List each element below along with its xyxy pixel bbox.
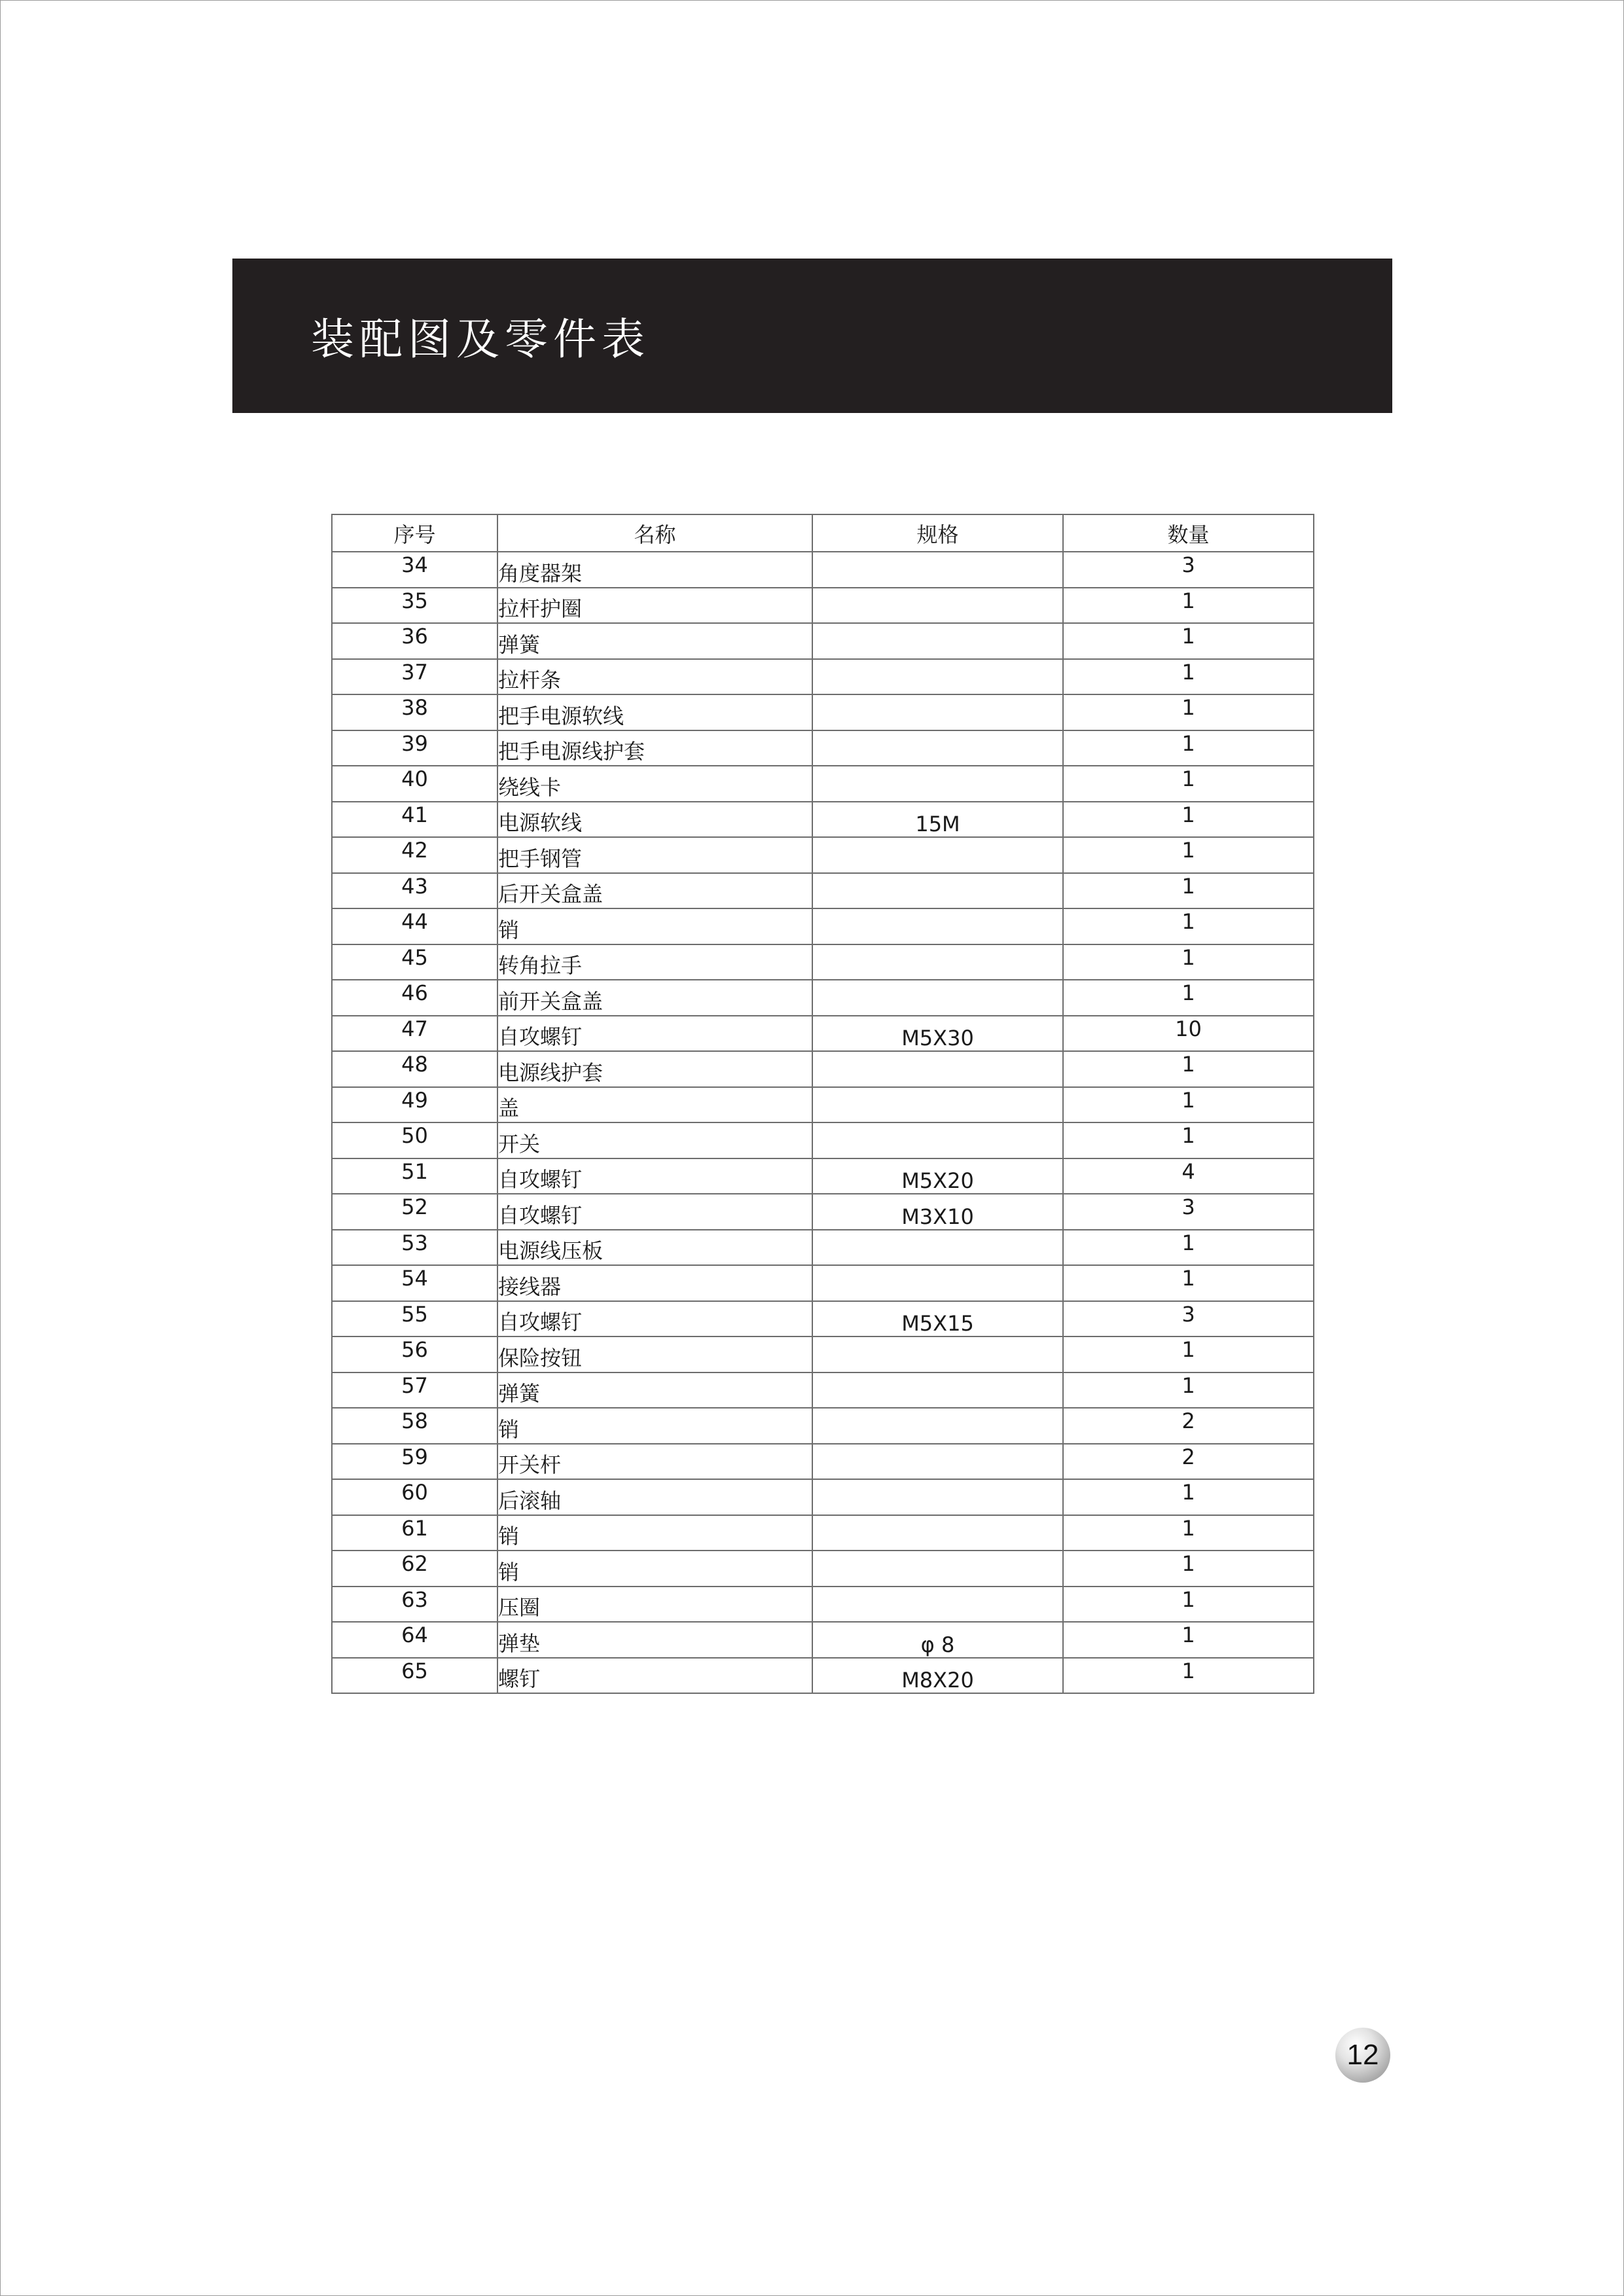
cell-part-qty: 1 [1063,1122,1314,1158]
table-row [332,802,1314,838]
table-row [332,1551,1314,1587]
table-row [332,1230,1314,1266]
cell-part-no: 62 [332,1551,497,1587]
table-row [332,1515,1314,1551]
table-row [332,1158,1314,1194]
table-row [332,766,1314,802]
cell-part-spec [812,1122,1063,1158]
cell-part-no: 44 [332,908,497,944]
table-row [332,1479,1314,1515]
cell-part-qty: 1 [1063,1515,1314,1551]
cell-part-name: 销 [497,1551,812,1587]
table-row [332,837,1314,873]
cell-part-no: 34 [332,552,497,588]
cell-part-no: 52 [332,1194,497,1230]
cell-part-qty: 1 [1063,908,1314,944]
cell-part-name: 开关 [497,1122,812,1158]
table-row [332,1301,1314,1337]
table-row [332,1444,1314,1480]
table-row [332,552,1314,588]
cell-part-name: 销 [497,908,812,944]
table-row [332,1194,1314,1230]
cell-part-qty: 1 [1063,1087,1314,1123]
cell-part-no: 59 [332,1444,497,1480]
table-row [332,980,1314,1016]
cell-part-name: 销 [497,1408,812,1444]
cell-part-spec: 15M [812,802,1063,838]
table-header-row [332,514,1314,552]
cell-part-qty: 1 [1063,944,1314,980]
cell-part-name: 电源线压板 [497,1230,812,1266]
cell-part-no: 37 [332,659,497,695]
table-row [332,908,1314,944]
cell-part-name: 自攻螺钉 [497,1158,812,1194]
cell-part-spec [812,1408,1063,1444]
table-row [332,873,1314,909]
table-row [332,588,1314,624]
cell-part-spec [812,1265,1063,1301]
cell-part-qty: 1 [1063,1658,1314,1694]
cell-part-qty: 4 [1063,1158,1314,1194]
cell-part-qty: 1 [1063,1336,1314,1372]
cell-part-spec [812,1444,1063,1480]
cell-part-name: 后开关盒盖 [497,873,812,909]
cell-part-name: 电源软线 [497,802,812,838]
cell-part-qty: 1 [1063,588,1314,624]
cell-part-no: 65 [332,1658,497,1694]
cell-part-no: 40 [332,766,497,802]
cell-part-no: 56 [332,1336,497,1372]
cell-part-spec [812,694,1063,730]
page-title: 装配图及零件表 [311,314,650,365]
cell-part-qty: 10 [1063,1016,1314,1052]
cell-part-spec: M3X10 [812,1194,1063,1230]
cell-part-name: 接线器 [497,1265,812,1301]
cell-part-no: 51 [332,1158,497,1194]
cell-part-spec [812,766,1063,802]
cell-part-no: 54 [332,1265,497,1301]
cell-part-spec [812,1587,1063,1623]
cell-part-name: 保险按钮 [497,1336,812,1372]
cell-part-spec [812,944,1063,980]
table-row [332,694,1314,730]
table-row [332,944,1314,980]
cell-part-spec [812,1372,1063,1408]
table-row [332,1336,1314,1372]
cell-part-name: 自攻螺钉 [497,1016,812,1052]
cell-part-name: 压圈 [497,1587,812,1623]
cell-part-spec: M8X20 [812,1658,1063,1694]
cell-part-no: 64 [332,1622,497,1658]
table-row [332,730,1314,766]
cell-part-no: 47 [332,1016,497,1052]
cell-part-qty: 1 [1063,730,1314,766]
cell-part-no: 36 [332,623,497,659]
table-row [332,1587,1314,1623]
cell-part-spec [812,1479,1063,1515]
cell-part-spec: M5X20 [812,1158,1063,1194]
cell-part-qty: 2 [1063,1444,1314,1480]
cell-part-spec: φ 8 [812,1622,1063,1658]
cell-part-spec [812,1515,1063,1551]
column-header-no: 序号 [332,514,497,552]
cell-part-name: 弹簧 [497,623,812,659]
cell-part-name: 销 [497,1515,812,1551]
cell-part-qty: 1 [1063,1372,1314,1408]
cell-part-spec [812,837,1063,873]
cell-part-no: 63 [332,1587,497,1623]
cell-part-qty: 3 [1063,1194,1314,1230]
cell-part-qty: 1 [1063,1265,1314,1301]
cell-part-qty: 1 [1063,1051,1314,1087]
cell-part-name: 把手电源软线 [497,694,812,730]
cell-part-spec [812,908,1063,944]
cell-part-no: 58 [332,1408,497,1444]
table-row [332,1265,1314,1301]
cell-part-name: 角度器架 [497,552,812,588]
cell-part-no: 61 [332,1515,497,1551]
table-row [332,1051,1314,1087]
cell-part-no: 43 [332,873,497,909]
cell-part-no: 57 [332,1372,497,1408]
cell-part-no: 38 [332,694,497,730]
cell-part-qty: 1 [1063,659,1314,695]
cell-part-qty: 1 [1063,873,1314,909]
cell-part-no: 48 [332,1051,497,1087]
cell-part-name: 螺钉 [497,1658,812,1694]
table-row [332,1372,1314,1408]
header-banner [232,259,1392,413]
cell-part-no: 41 [332,802,497,838]
cell-part-name: 转角拉手 [497,944,812,980]
cell-part-name: 把手电源线护套 [497,730,812,766]
cell-part-qty: 1 [1063,766,1314,802]
cell-part-spec: M5X15 [812,1301,1063,1337]
table-row [332,623,1314,659]
table-row [332,1087,1314,1123]
cell-part-no: 49 [332,1087,497,1123]
cell-part-no: 42 [332,837,497,873]
cell-part-spec [812,873,1063,909]
column-header-qty: 数量 [1063,514,1314,552]
cell-part-no: 50 [332,1122,497,1158]
table-row [332,1122,1314,1158]
cell-part-spec [812,1230,1063,1266]
page-number-badge: 12 [1335,2028,1390,2083]
cell-part-name: 盖 [497,1087,812,1123]
parts-table-body [332,552,1314,1693]
cell-part-qty: 1 [1063,802,1314,838]
cell-part-name: 弹簧 [497,1372,812,1408]
cell-part-no: 45 [332,944,497,980]
cell-part-qty: 1 [1063,1479,1314,1515]
cell-part-name: 把手钢管 [497,837,812,873]
cell-part-qty: 1 [1063,1230,1314,1266]
cell-part-spec [812,980,1063,1016]
cell-part-no: 55 [332,1301,497,1337]
cell-part-qty: 1 [1063,980,1314,1016]
cell-part-qty: 1 [1063,837,1314,873]
cell-part-no: 53 [332,1230,497,1266]
cell-part-spec [812,623,1063,659]
cell-part-spec [812,730,1063,766]
cell-part-qty: 1 [1063,1587,1314,1623]
cell-part-qty: 1 [1063,623,1314,659]
cell-part-name: 弹垫 [497,1622,812,1658]
cell-part-name: 绕线卡 [497,766,812,802]
cell-part-name: 开关杆 [497,1444,812,1480]
cell-part-spec [812,552,1063,588]
cell-part-spec [812,1336,1063,1372]
cell-part-spec [812,659,1063,695]
cell-part-no: 39 [332,730,497,766]
cell-part-spec [812,1551,1063,1587]
cell-part-spec: M5X30 [812,1016,1063,1052]
table-row [332,1408,1314,1444]
cell-part-name: 自攻螺钉 [497,1194,812,1230]
column-header-spec: 规格 [812,514,1063,552]
cell-part-qty: 1 [1063,1622,1314,1658]
table-row [332,659,1314,695]
cell-part-qty: 3 [1063,552,1314,588]
cell-part-qty: 1 [1063,1551,1314,1587]
cell-part-no: 46 [332,980,497,1016]
cell-part-name: 前开关盒盖 [497,980,812,1016]
column-header-name: 名称 [497,514,812,552]
cell-part-qty: 1 [1063,694,1314,730]
cell-part-name: 拉杆条 [497,659,812,695]
table-row [332,1658,1314,1694]
cell-part-name: 电源线护套 [497,1051,812,1087]
cell-part-no: 60 [332,1479,497,1515]
cell-part-spec [812,1087,1063,1123]
cell-part-qty: 2 [1063,1408,1314,1444]
cell-part-spec [812,588,1063,624]
cell-part-qty: 3 [1063,1301,1314,1337]
table-row [332,1016,1314,1052]
cell-part-name: 拉杆护圈 [497,588,812,624]
cell-part-name: 后滚轴 [497,1479,812,1515]
table-row [332,1622,1314,1658]
cell-part-spec [812,1051,1063,1087]
cell-part-name: 自攻螺钉 [497,1301,812,1337]
cell-part-no: 35 [332,588,497,624]
parts-table [331,514,1314,1694]
